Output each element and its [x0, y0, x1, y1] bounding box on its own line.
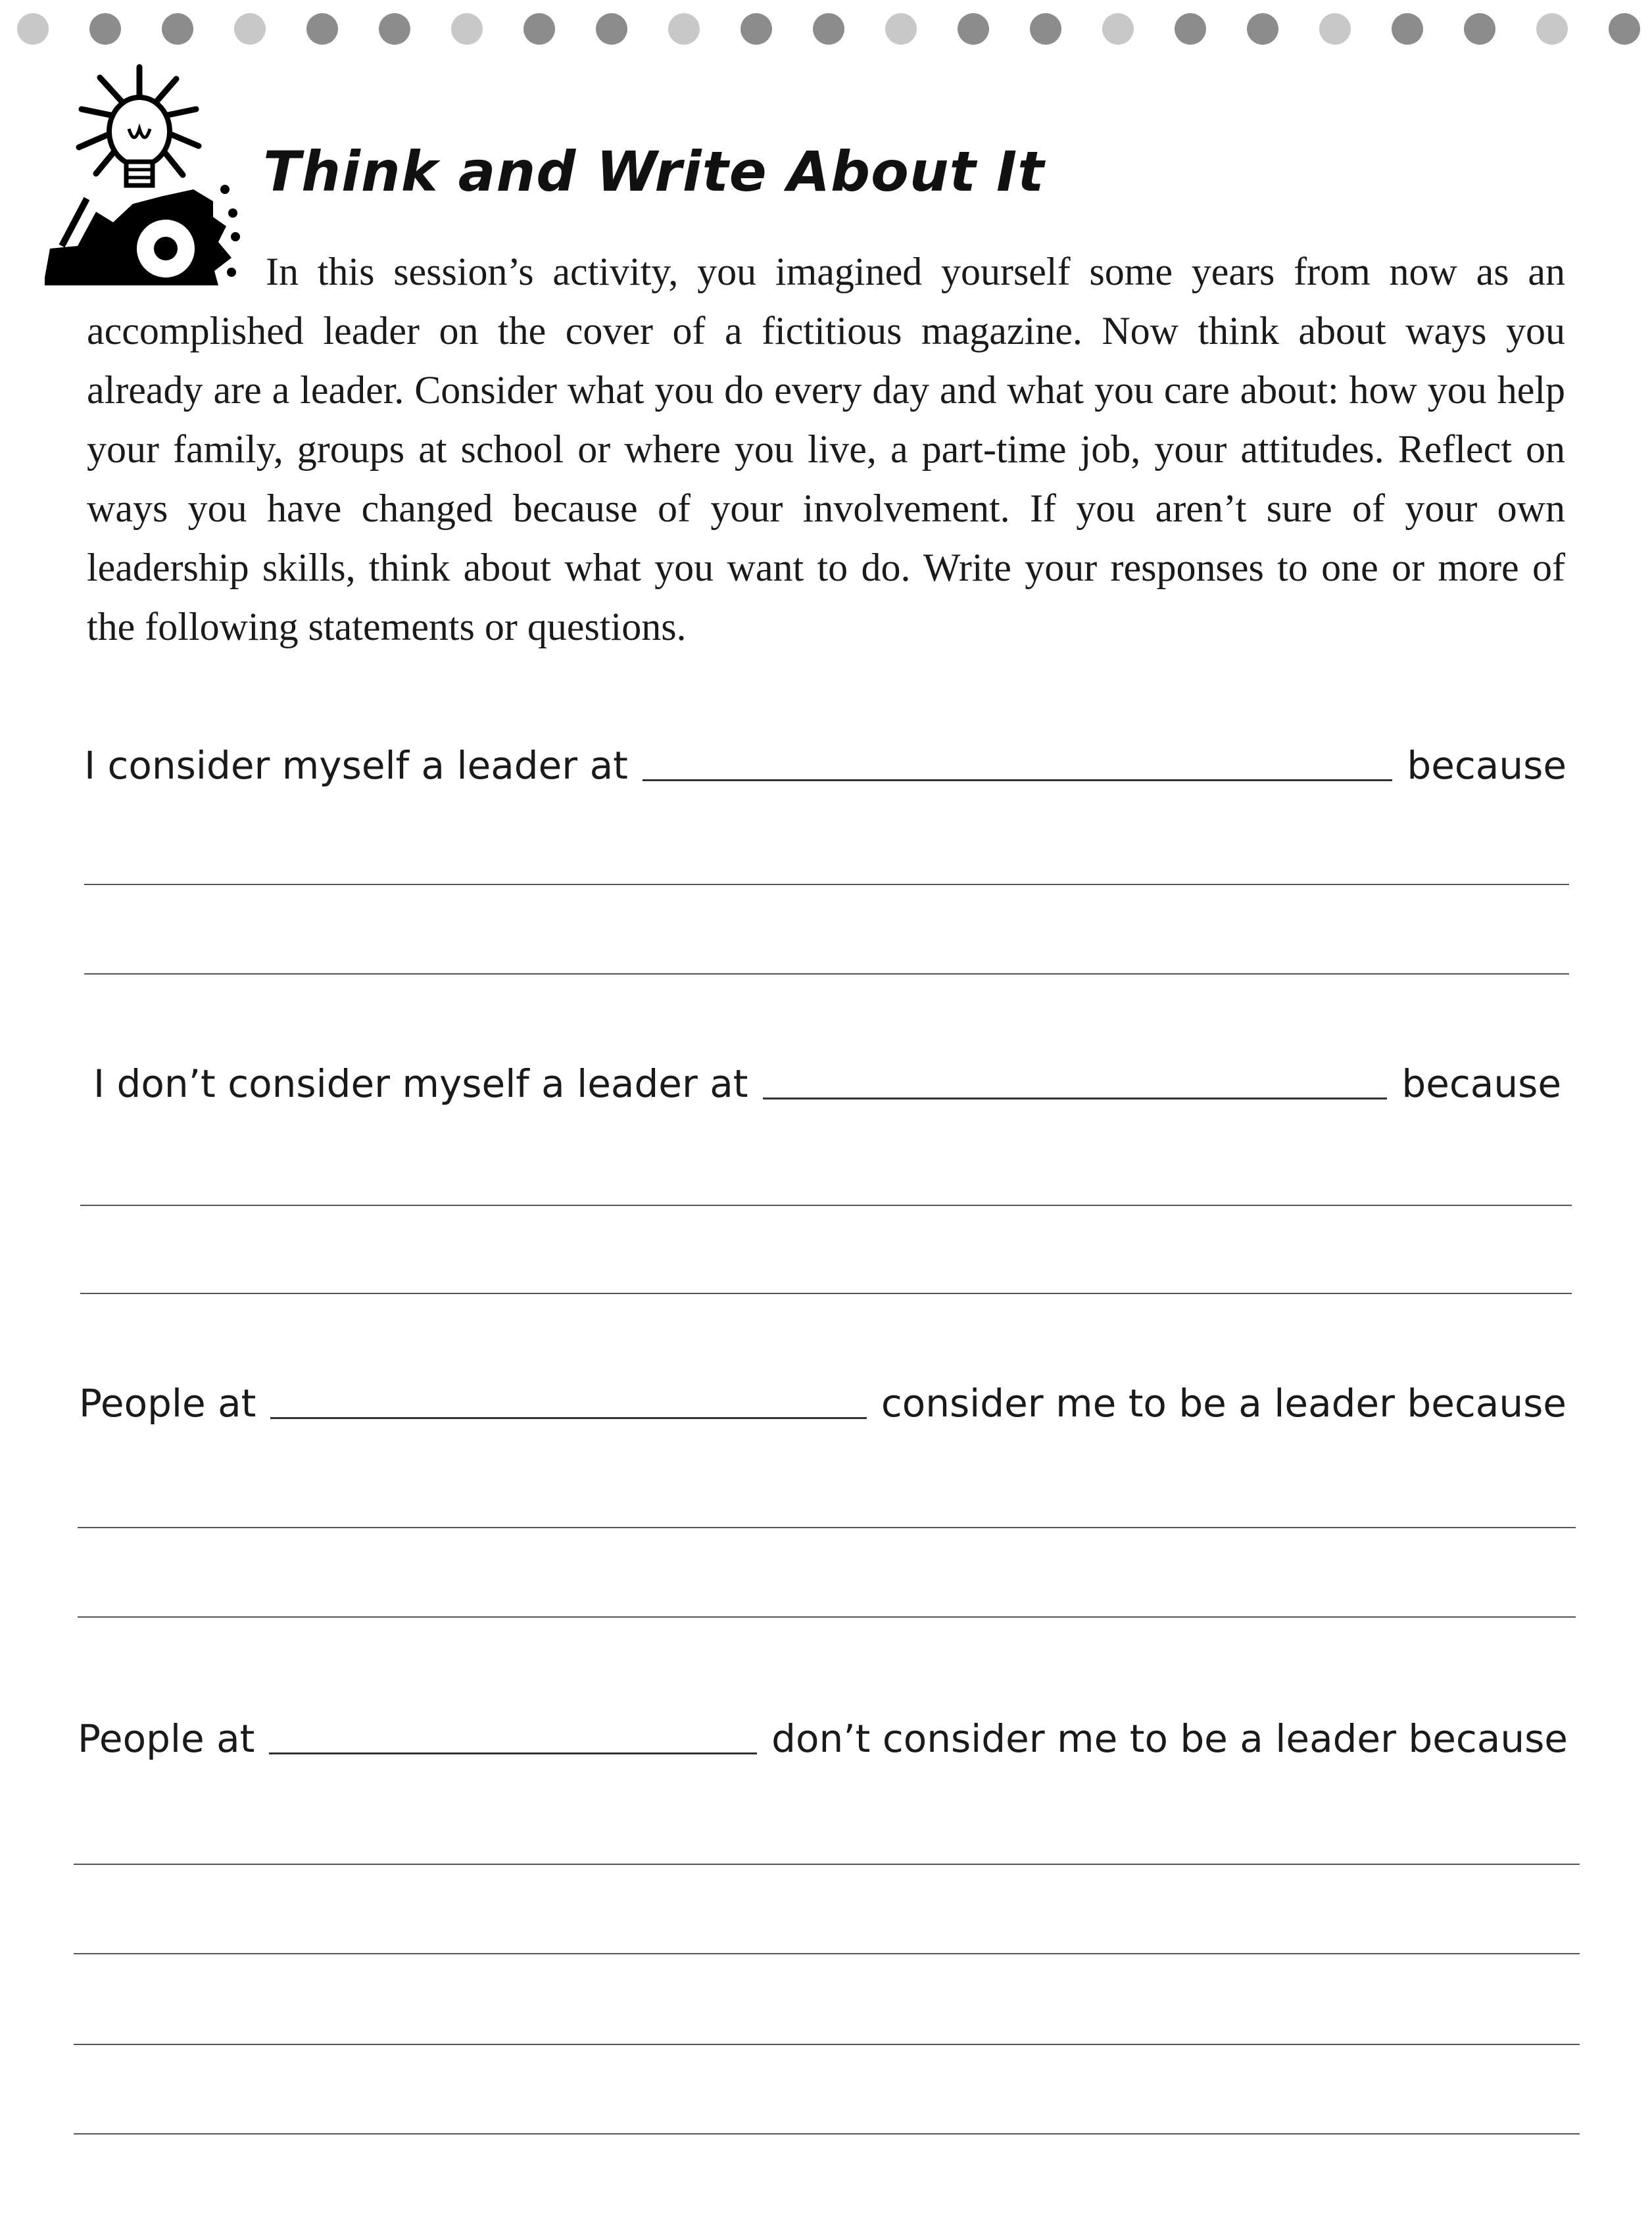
border-dot — [668, 13, 700, 45]
blank-place-input[interactable] — [269, 1752, 757, 1754]
prompt-leader-at — [84, 743, 1567, 788]
border-dot — [1175, 13, 1206, 45]
dot-border-icon — [0, 0, 1652, 66]
page-title: Think and Write About It — [263, 139, 1045, 204]
blank-place-input[interactable] — [643, 779, 1393, 781]
border-dot — [885, 13, 917, 45]
answer-line[interactable] — [74, 2133, 1580, 2135]
answer-line[interactable] — [74, 1864, 1580, 1865]
border-dot — [1536, 13, 1568, 45]
border-dot — [379, 13, 410, 45]
answer-line[interactable] — [80, 1205, 1572, 1206]
border-dot — [451, 13, 483, 45]
blank-place-input[interactable] — [763, 1098, 1388, 1099]
answer-line[interactable] — [74, 1953, 1580, 1954]
border-dot — [596, 13, 627, 45]
answer-line[interactable] — [78, 1616, 1576, 1618]
prompt-text-before: People at — [79, 1381, 256, 1426]
border-dot — [89, 13, 121, 45]
border-dot — [741, 13, 772, 45]
border-dot — [1319, 13, 1351, 45]
border-dot — [1030, 13, 1061, 45]
prompt-people-dont-consider-me — [78, 1716, 1568, 1761]
prompt-text-after: consider me to be a leader because — [881, 1381, 1567, 1426]
border-dot — [1247, 13, 1278, 45]
prompt-text-after: because — [1407, 743, 1567, 788]
blank-place-input[interactable] — [270, 1417, 866, 1419]
border-dot — [813, 13, 844, 45]
border-dot — [1609, 13, 1640, 45]
answer-line[interactable] — [84, 973, 1569, 975]
prompt-text-after: because — [1401, 1061, 1561, 1106]
border-dot — [1392, 13, 1423, 45]
prompt-text-before: People at — [78, 1716, 255, 1761]
border-dot — [306, 13, 338, 45]
prompt-text-after: don’t consider me to be a leader because — [771, 1716, 1568, 1761]
border-dot — [234, 13, 266, 45]
prompt-people-consider-me — [79, 1381, 1567, 1426]
prompt-text-before: I consider myself a leader at — [84, 743, 628, 788]
border-dot — [958, 13, 989, 45]
answer-line[interactable] — [80, 1293, 1572, 1294]
intro-paragraph: In this session’s activity, you imagined yourself some years from now as an accomplished leader on the cover of a fictitious magazine. Now think about ways you already are a leader. Consider what you do every day and what you care about: how you help your family, groups at school or where you live, a part-time job, your attitudes. Reflect on ways you have changed because of your involvement. If you aren’t sure of your own leadership skills, think about what you want to do. Write your responses to one or more of the following statements or questions. — [87, 250, 1565, 648]
border-dot — [1464, 13, 1495, 45]
border-dot — [17, 13, 49, 45]
answer-line[interactable] — [84, 884, 1569, 885]
answer-line[interactable] — [74, 2044, 1580, 2045]
border-dot — [1102, 13, 1134, 45]
prompt-not-leader-at — [93, 1061, 1561, 1106]
prompt-text-before: I don’t consider myself a leader at — [93, 1061, 748, 1106]
answer-line[interactable] — [78, 1527, 1576, 1528]
border-dot — [162, 13, 193, 45]
border-dot — [523, 13, 555, 45]
